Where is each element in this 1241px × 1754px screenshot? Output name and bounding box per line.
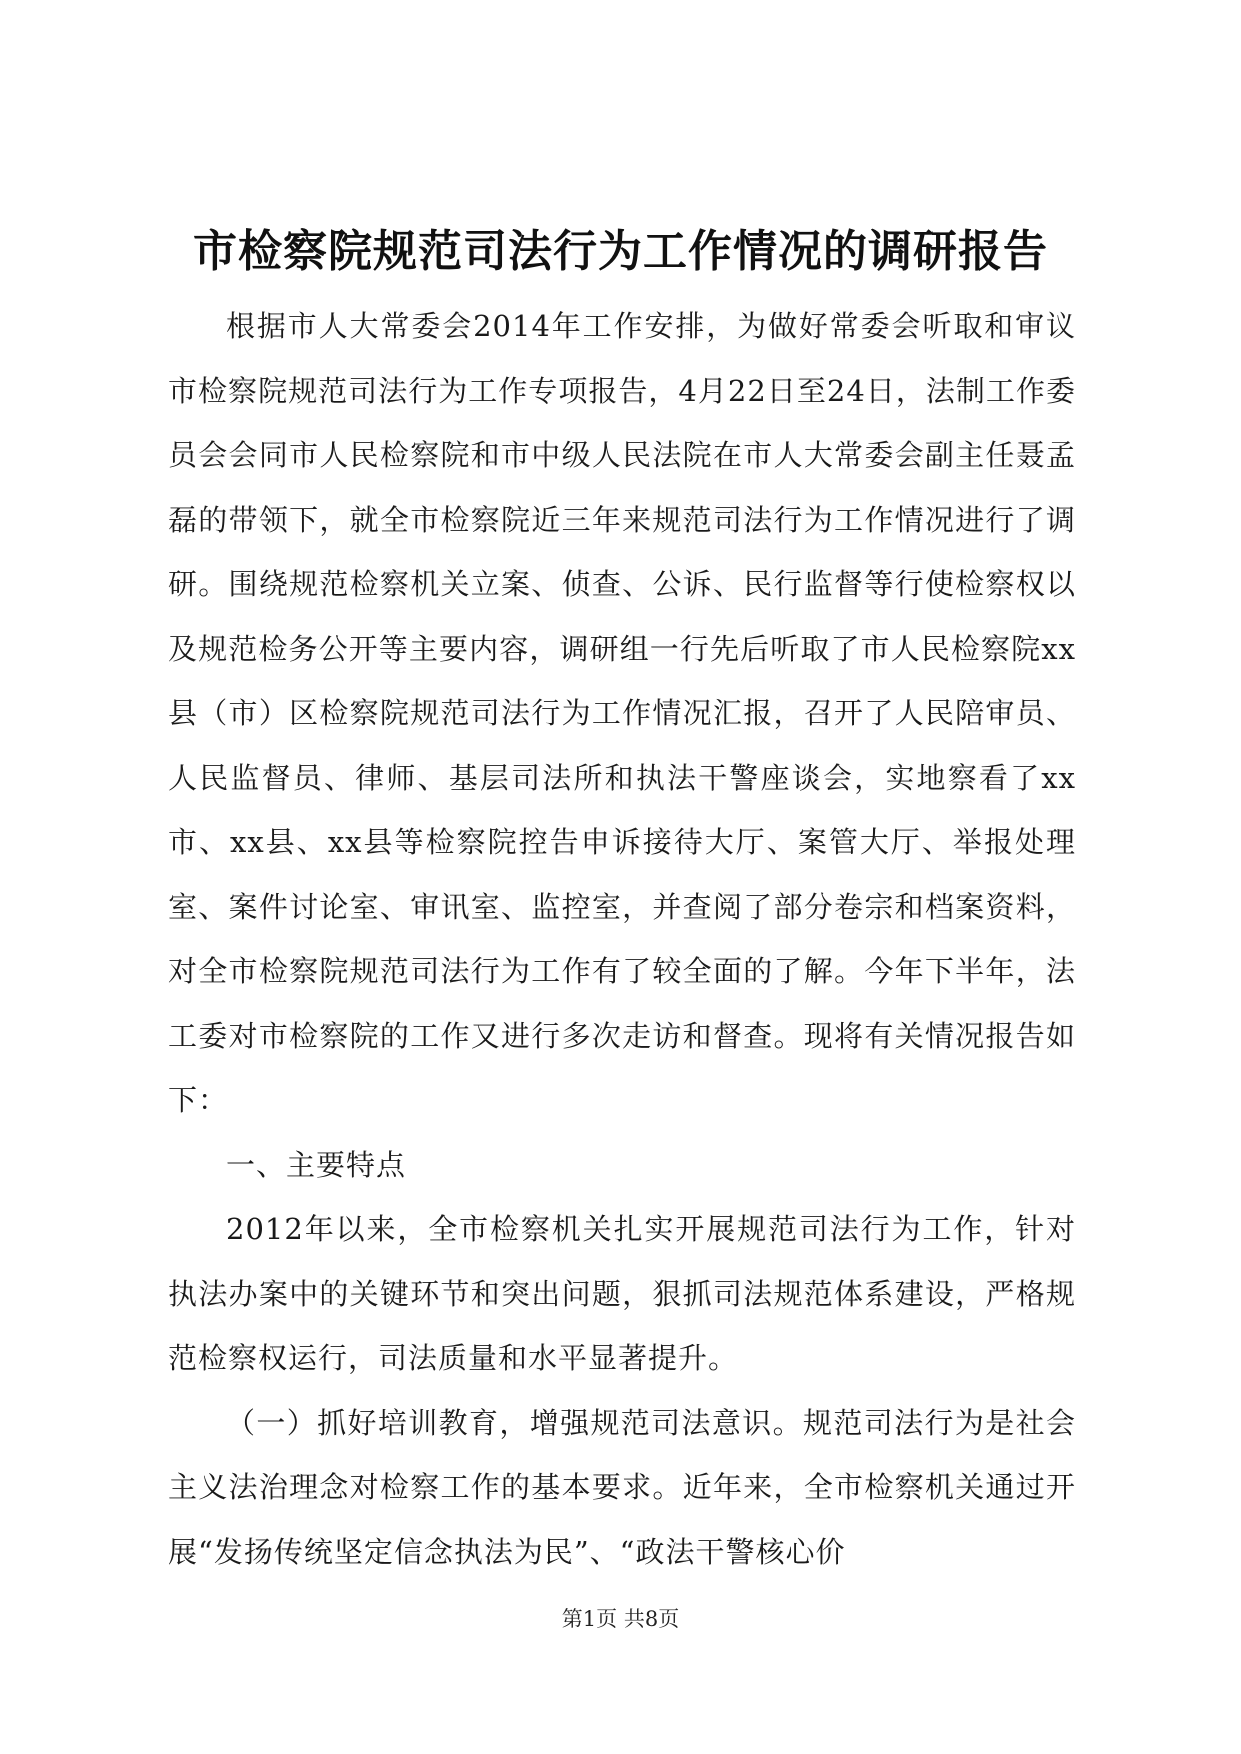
paragraph-intro: 根据市人大常委会2014年工作安排，为做好常委会听取和审议市检察院规范司法行为工作专项报告，4月22日至24日，法制工作委员会会同市人民检察院和市中级人民法院在市人大常委会副主任聂孟磊的带领下，就全市检察院近三年来规范司法行为工作情况进行了调研。围绕规范检察机关立案、侦查、公诉、民行监督等行使检察权以及规范检务公开等主要内容，调研组一行先后听取了市人民检察院xx县（市）区检察院规范司法行为工作情况汇报，召开了人民陪审员、人民监督员、律师、基层司法所和执法干警座谈会，实地察看了xx市、xx县、xx县等检察院控告申诉接待大厅、案管大厅、举报处理室、案件讨论室、审讯室、监控室，并查阅了部分卷宗和档案资料，对全市检察院规范司法行为工作有了较全面的了解。今年下半年，法工委对市检察院的工作又进行多次走访和督查。现将有关情况报告如下：	[168, 309, 1076, 1117]
document-title: 市检察院规范司法行为工作情况的调研报告	[193, 226, 1048, 277]
paragraph-subsection-1: （一）抓好培训教育，增强规范司法意识。规范司法行为是社会主义法治理念对检察工作的基本要求。近年来，全市检察机关通过开展“发扬传统坚定信念执法为民”、“政法干警核心价	[168, 1405, 1076, 1569]
section-heading: 一、主要特点	[226, 1147, 407, 1182]
document-body	[168, 294, 1076, 1584]
page-number-footer: 第1页 共8页	[561, 1607, 680, 1631]
paragraph-summary: 2012年以来，全市检察机关扎实开展规范司法行为工作，针对执法办案中的关键环节和突出问题，狠抓司法规范体系建设，严格规范检察权运行，司法质量和水平显著提升。	[168, 1212, 1076, 1375]
